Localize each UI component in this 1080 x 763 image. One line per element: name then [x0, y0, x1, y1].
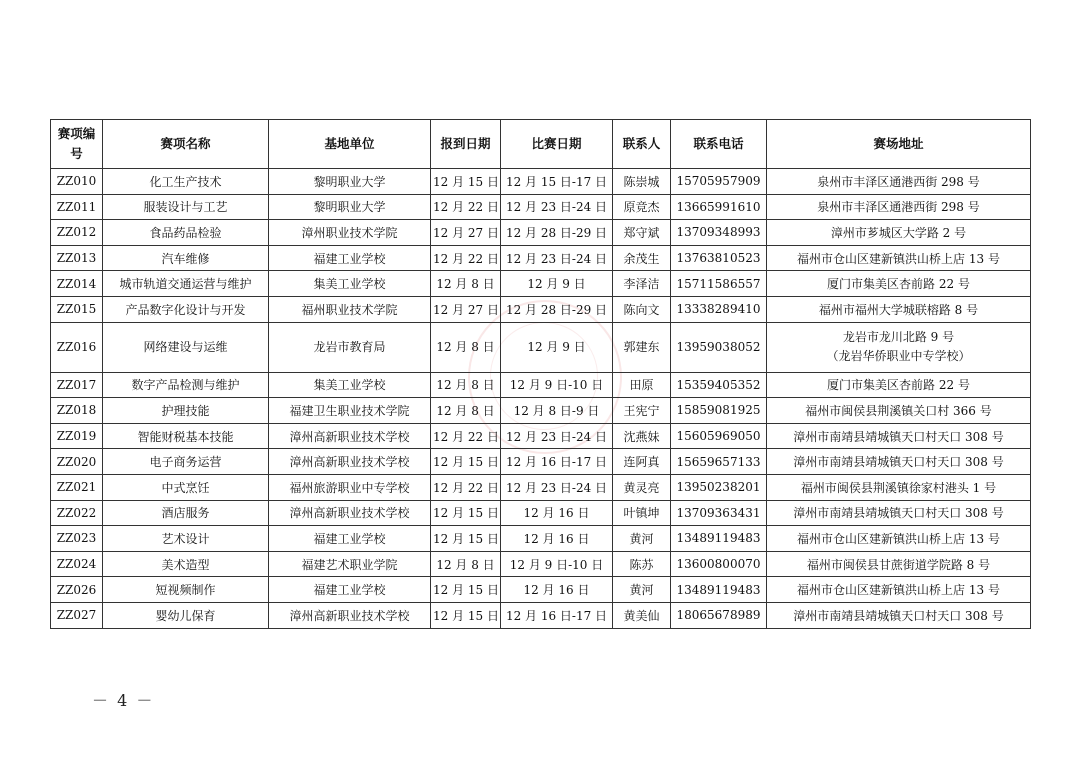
cell-name: 化工生产技术 — [103, 169, 269, 195]
cell-contact: 原竞杰 — [613, 194, 671, 220]
cell-unit: 漳州高新职业技术学校 — [269, 449, 431, 475]
cell-name: 产品数字化设计与开发 — [103, 296, 269, 322]
address-line: 漳州市南靖县靖城镇天口村天口 308 号 — [793, 455, 1004, 470]
address-line: 漳州市芗城区大学路 2 号 — [830, 225, 967, 240]
cell-contact: 陈崇城 — [613, 169, 671, 195]
cell-contact: 沈燕妹 — [613, 423, 671, 449]
cell-name: 护理技能 — [103, 398, 269, 424]
cell-name: 服装设计与工艺 — [103, 194, 269, 220]
cell-unit: 福建卫生职业技术学院 — [269, 398, 431, 424]
cell-code: ZZ019 — [51, 423, 103, 449]
cell-contact: 黄美仙 — [613, 602, 671, 628]
cell-unit: 黎明职业大学 — [269, 169, 431, 195]
cell-code: ZZ018 — [51, 398, 103, 424]
cell-address — [767, 271, 1031, 297]
cell-phone: 13709348993 — [671, 220, 767, 246]
cell-phone: 18065678989 — [671, 602, 767, 628]
table-row — [51, 551, 1031, 577]
cell-name: 电子商务运营 — [103, 449, 269, 475]
cell-report-date: 12 月 27 日 — [431, 220, 501, 246]
address-line: 漳州市南靖县靖城镇天口村天口 308 号 — [793, 608, 1004, 623]
cell-report-date: 12 月 22 日 — [431, 245, 501, 271]
address-line: 漳州市南靖县靖城镇天口村天口 308 号 — [793, 506, 1004, 521]
cell-phone: 13950238201 — [671, 474, 767, 500]
cell-competition-date: 12 月 16 日-17 日 — [501, 449, 613, 475]
cell-report-date: 12 月 22 日 — [431, 194, 501, 220]
page-number: － 4 － — [92, 691, 155, 710]
cell-name: 智能财税基本技能 — [103, 423, 269, 449]
cell-phone: 13489119483 — [671, 577, 767, 603]
cell-code: ZZ012 — [51, 220, 103, 246]
cell-unit: 福建工业学校 — [269, 577, 431, 603]
cell-address — [767, 449, 1031, 475]
table-row — [51, 296, 1031, 322]
table-row — [51, 194, 1031, 220]
cell-competition-date: 12 月 28 日-29 日 — [501, 296, 613, 322]
cell-contact: 连阿真 — [613, 449, 671, 475]
cell-unit: 龙岩市教育局 — [269, 322, 431, 372]
cell-report-date: 12 月 8 日 — [431, 322, 501, 372]
table-row — [51, 169, 1031, 195]
cell-competition-date: 12 月 23 日-24 日 — [501, 194, 613, 220]
cell-competition-date: 12 月 23 日-24 日 — [501, 423, 613, 449]
cell-report-date: 12 月 22 日 — [431, 474, 501, 500]
cell-code: ZZ015 — [51, 296, 103, 322]
cell-unit: 福建艺术职业学院 — [269, 551, 431, 577]
cell-unit: 黎明职业大学 — [269, 194, 431, 220]
cell-phone: 15705957909 — [671, 169, 767, 195]
cell-report-date: 12 月 15 日 — [431, 526, 501, 552]
cell-code: ZZ027 — [51, 602, 103, 628]
cell-code: ZZ016 — [51, 322, 103, 372]
cell-unit: 集美工业学校 — [269, 372, 431, 398]
cell-competition-date: 12 月 16 日-17 日 — [501, 602, 613, 628]
cell-phone: 13600800070 — [671, 551, 767, 577]
cell-address — [767, 551, 1031, 577]
table-row — [51, 372, 1031, 398]
cell-phone: 15659657133 — [671, 449, 767, 475]
cell-address — [767, 423, 1031, 449]
cell-code: ZZ022 — [51, 500, 103, 526]
cell-address — [767, 372, 1031, 398]
table-row — [51, 602, 1031, 628]
cell-unit: 福建工业学校 — [269, 526, 431, 552]
cell-address — [767, 526, 1031, 552]
cell-competition-date: 12 月 16 日 — [501, 577, 613, 603]
address-line: 泉州市丰泽区通港西街 298 号 — [817, 200, 980, 215]
cell-report-date: 12 月 15 日 — [431, 602, 501, 628]
address-line: 龙岩市龙川北路 9 号 — [842, 330, 955, 345]
cell-report-date: 12 月 22 日 — [431, 423, 501, 449]
cell-report-date: 12 月 8 日 — [431, 271, 501, 297]
cell-address — [767, 169, 1031, 195]
cell-phone: 15711586557 — [671, 271, 767, 297]
cell-unit: 福建工业学校 — [269, 245, 431, 271]
cell-code: ZZ024 — [51, 551, 103, 577]
cell-address — [767, 296, 1031, 322]
cell-contact: 李泽洁 — [613, 271, 671, 297]
header-name: 赛项名称 — [103, 120, 269, 169]
cell-name: 网络建设与运维 — [103, 322, 269, 372]
cell-contact: 陈苏 — [613, 551, 671, 577]
cell-address — [767, 398, 1031, 424]
cell-name: 婴幼儿保育 — [103, 602, 269, 628]
cell-competition-date: 12 月 8 日-9 日 — [501, 398, 613, 424]
header-contact: 联系人 — [613, 120, 671, 169]
address-line: 福州市闽侯县荆溪镇徐家村港头 1 号 — [800, 480, 997, 495]
cell-name: 汽车维修 — [103, 245, 269, 271]
table-row — [51, 449, 1031, 475]
cell-competition-date: 12 月 15 日-17 日 — [501, 169, 613, 195]
table-row — [51, 423, 1031, 449]
address-line: 漳州市南靖县靖城镇天口村天口 308 号 — [793, 429, 1004, 444]
table-row — [51, 322, 1031, 372]
cell-address — [767, 577, 1031, 603]
cell-code: ZZ014 — [51, 271, 103, 297]
address-line: 福州市闽侯县甘蔗街道学院路 8 号 — [806, 557, 991, 572]
cell-code: ZZ020 — [51, 449, 103, 475]
cell-code: ZZ013 — [51, 245, 103, 271]
cell-contact: 黄灵亮 — [613, 474, 671, 500]
table-row — [51, 474, 1031, 500]
cell-phone: 15859081925 — [671, 398, 767, 424]
cell-phone: 13709363431 — [671, 500, 767, 526]
cell-competition-date: 12 月 28 日-29 日 — [501, 220, 613, 246]
cell-code: ZZ021 — [51, 474, 103, 500]
cell-name: 短视频制作 — [103, 577, 269, 603]
cell-name: 艺术设计 — [103, 526, 269, 552]
cell-contact: 郑守斌 — [613, 220, 671, 246]
table-row — [51, 577, 1031, 603]
cell-report-date: 12 月 8 日 — [431, 372, 501, 398]
address-line: 福州市福州大学城联榕路 8 号 — [818, 302, 979, 317]
cell-address — [767, 322, 1031, 372]
cell-report-date: 12 月 8 日 — [431, 398, 501, 424]
cell-report-date: 12 月 8 日 — [431, 551, 501, 577]
address-line: 福州市闽侯县荆溪镇关口村 366 号 — [805, 403, 992, 418]
table-row — [51, 398, 1031, 424]
table-row — [51, 220, 1031, 246]
cell-report-date: 12 月 15 日 — [431, 169, 501, 195]
cell-report-date: 12 月 15 日 — [431, 449, 501, 475]
table-row — [51, 271, 1031, 297]
cell-contact: 田原 — [613, 372, 671, 398]
cell-contact: 黄河 — [613, 577, 671, 603]
header-phone: 联系电话 — [671, 120, 767, 169]
cell-competition-date: 12 月 9 日-10 日 — [501, 551, 613, 577]
address-line: 福州市仓山区建新镇洪山桥上店 13 号 — [797, 251, 1000, 266]
header-competition-date: 比赛日期 — [501, 120, 613, 169]
cell-code: ZZ026 — [51, 577, 103, 603]
table-header-row — [51, 120, 1031, 169]
table-row — [51, 526, 1031, 552]
cell-contact: 王宪宁 — [613, 398, 671, 424]
header-unit: 基地单位 — [269, 120, 431, 169]
cell-unit: 漳州高新职业技术学校 — [269, 423, 431, 449]
cell-code: ZZ017 — [51, 372, 103, 398]
cell-address — [767, 245, 1031, 271]
cell-phone: 15359405352 — [671, 372, 767, 398]
cell-competition-date: 12 月 9 日-10 日 — [501, 372, 613, 398]
cell-phone: 13489119483 — [671, 526, 767, 552]
cell-competition-date: 12 月 16 日 — [501, 526, 613, 552]
cell-unit: 漳州高新职业技术学校 — [269, 500, 431, 526]
cell-contact: 叶镇坤 — [613, 500, 671, 526]
address-line: 福州市仓山区建新镇洪山桥上店 13 号 — [797, 583, 1000, 598]
cell-competition-date: 12 月 9 日 — [501, 322, 613, 372]
cell-unit: 福州职业技术学院 — [269, 296, 431, 322]
header-address: 赛场地址 — [767, 120, 1031, 169]
cell-competition-date: 12 月 9 日 — [501, 271, 613, 297]
cell-name: 数字产品检测与维护 — [103, 372, 269, 398]
cell-address — [767, 602, 1031, 628]
cell-competition-date: 12 月 23 日-24 日 — [501, 474, 613, 500]
cell-unit: 集美工业学校 — [269, 271, 431, 297]
cell-contact: 郭建东 — [613, 322, 671, 372]
cell-name: 城市轨道交通运营与维护 — [103, 271, 269, 297]
address-line: 厦门市集美区杏前路 22 号 — [827, 378, 970, 393]
cell-name: 食品药品检验 — [103, 220, 269, 246]
cell-report-date: 12 月 27 日 — [431, 296, 501, 322]
cell-phone: 13665991610 — [671, 194, 767, 220]
cell-contact: 余茂生 — [613, 245, 671, 271]
cell-name: 中式烹饪 — [103, 474, 269, 500]
cell-phone: 13959038052 — [671, 322, 767, 372]
address-line: 福州市仓山区建新镇洪山桥上店 13 号 — [797, 531, 1000, 546]
address-line: （龙岩华侨职业中专学校） — [826, 349, 971, 364]
competition-table — [50, 119, 1031, 629]
cell-unit: 福州旅游职业中专学校 — [269, 474, 431, 500]
competition-table-wrapper — [50, 119, 1030, 629]
cell-address — [767, 474, 1031, 500]
cell-competition-date: 12 月 23 日-24 日 — [501, 245, 613, 271]
cell-contact: 黄河 — [613, 526, 671, 552]
cell-report-date: 12 月 15 日 — [431, 577, 501, 603]
address-line: 厦门市集美区杏前路 22 号 — [827, 277, 970, 292]
table-row — [51, 500, 1031, 526]
address-line: 泉州市丰泽区通港西街 298 号 — [817, 174, 980, 189]
cell-phone: 13338289410 — [671, 296, 767, 322]
header-code: 赛项编号 — [51, 120, 103, 169]
cell-address — [767, 194, 1031, 220]
cell-code: ZZ011 — [51, 194, 103, 220]
cell-report-date: 12 月 15 日 — [431, 500, 501, 526]
cell-name: 美术造型 — [103, 551, 269, 577]
cell-address — [767, 220, 1031, 246]
cell-code: ZZ010 — [51, 169, 103, 195]
cell-competition-date: 12 月 16 日 — [501, 500, 613, 526]
cell-name: 酒店服务 — [103, 500, 269, 526]
cell-address — [767, 500, 1031, 526]
header-report-date: 报到日期 — [431, 120, 501, 169]
table-body — [51, 169, 1031, 629]
cell-phone: 15605969050 — [671, 423, 767, 449]
cell-contact: 陈向文 — [613, 296, 671, 322]
cell-unit: 漳州职业技术学院 — [269, 220, 431, 246]
table-row — [51, 245, 1031, 271]
cell-phone: 13763810523 — [671, 245, 767, 271]
cell-unit: 漳州高新职业技术学校 — [269, 602, 431, 628]
cell-code: ZZ023 — [51, 526, 103, 552]
